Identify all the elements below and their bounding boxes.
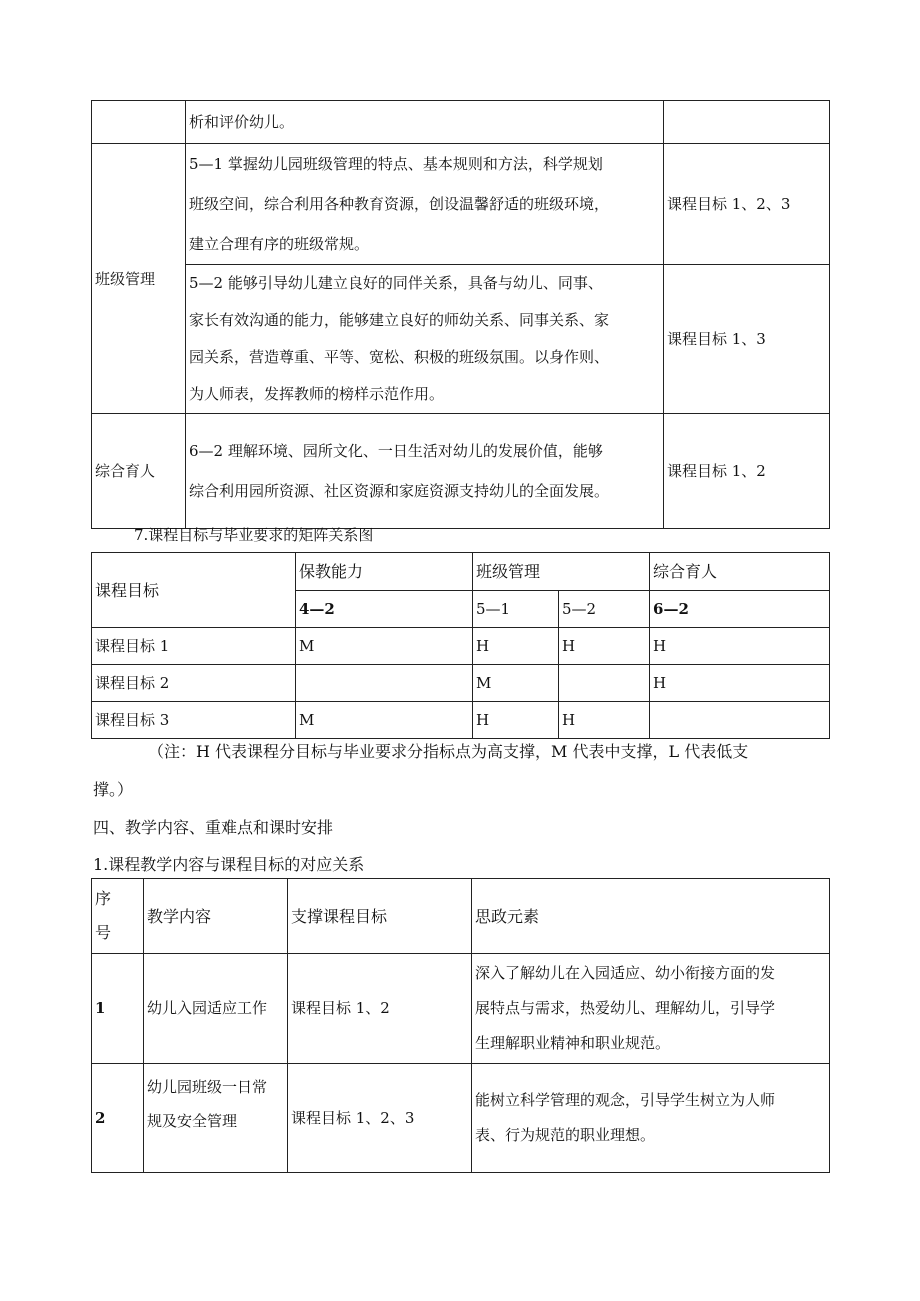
target-cell: 课程目标 1、2 [664, 414, 830, 529]
matrix-cell [650, 702, 830, 739]
matrix-row [92, 665, 830, 702]
note-line-2: 撑。） [93, 780, 134, 799]
section-4-title: 四、教学内容、重难点和课时安排 [93, 818, 334, 837]
header-content: 教学内容 [144, 879, 288, 954]
row-seq: 1 [92, 954, 144, 1064]
group-label-comprehensive: 综合育人 [92, 414, 186, 529]
row-ideology: 深入了解幼儿在入园适应、幼小衔接方面的发 展特点与需求，热爱幼儿、理解幼儿，引导学 生理解职业精神和职业规范。 [472, 954, 830, 1064]
content-table [91, 878, 830, 1173]
matrix-cell [559, 665, 650, 702]
matrix-cell: H [650, 628, 830, 665]
requirements-table [91, 100, 830, 529]
matrix-group-header: 班级管理 [473, 553, 650, 591]
target-cell [664, 101, 830, 144]
matrix-subheader: 5—1 [473, 591, 559, 628]
requirement-text: 5—1 掌握幼儿园班级管理的特点、基本规则和方法，科学规划 班级空间，综合利用各种教育资源，创设温馨舒适的班级环境， 建立合理有序的班级常规。 [186, 144, 664, 265]
row-seq: 2 [92, 1064, 144, 1173]
matrix-cell: H [473, 628, 559, 665]
table-row [92, 1064, 830, 1173]
matrix-group-header: 综合育人 [650, 553, 830, 591]
group-label-class-management: 班级管理 [92, 144, 186, 414]
matrix-cell: H [650, 665, 830, 702]
section-7-title: 7.课程目标与毕业要求的矩阵关系图 [134, 526, 374, 544]
matrix-cell: H [559, 628, 650, 665]
matrix-row-label: 课程目标 3 [92, 702, 296, 739]
matrix-subheader: 4—2 [296, 591, 473, 628]
matrix-row [92, 702, 830, 739]
row-target: 课程目标 1、2 [288, 954, 472, 1064]
matrix-corner: 课程目标 [92, 553, 296, 628]
matrix-cell [296, 665, 473, 702]
matrix-cell: M [296, 702, 473, 739]
note-line-1: （注：H 代表课程分目标与毕业要求分指标点为高支撑，M 代表中支撑，L 代表低支 [148, 742, 749, 761]
row-ideology: 能树立科学管理的观念，引导学生树立为人师 表、行为规范的职业理想。 [472, 1064, 830, 1173]
requirement-text: 6—2 理解环境、园所文化、一日生活对幼儿的发展价值，能够 综合利用园所资源、社区资源和家庭资源支持幼儿的全面发展。 [186, 414, 664, 529]
matrix-group-header: 保教能力 [296, 553, 473, 591]
header-ideology: 思政元素 [472, 879, 830, 954]
row-content: 幼儿入园适应工作 [144, 954, 288, 1064]
target-cell: 课程目标 1、3 [664, 265, 830, 414]
matrix-subheader: 5—2 [559, 591, 650, 628]
matrix-row-label: 课程目标 1 [92, 628, 296, 665]
header-target: 支撑课程目标 [288, 879, 472, 954]
matrix-cell: M [473, 665, 559, 702]
row-content: 幼儿园班级一日常 规及安全管理 [144, 1064, 288, 1173]
matrix-subheader: 6—2 [650, 591, 830, 628]
matrix-table [91, 552, 830, 739]
row-target: 课程目标 1、2、3 [288, 1064, 472, 1173]
matrix-row-label: 课程目标 2 [92, 665, 296, 702]
matrix-row [92, 628, 830, 665]
target-cell: 课程目标 1、2、3 [664, 144, 830, 265]
section-4-1-title: 1.课程教学内容与课程目标的对应关系 [93, 855, 365, 874]
matrix-cell: H [473, 702, 559, 739]
requirement-text: 析和评价幼儿。 [186, 101, 664, 144]
matrix-cell: M [296, 628, 473, 665]
empty-cell [92, 101, 186, 144]
matrix-cell: H [559, 702, 650, 739]
requirement-text: 5—2 能够引导幼儿建立良好的同伴关系，具备与幼儿、同事、 家长有效沟通的能力，能够建立良好的师幼关系、同事关系、家 园关系，营造尊重、平等、宽松、积极的班级氛围。以身作则、 为人师表，发挥教师的榜样示范作用。 [186, 265, 664, 414]
table-row [92, 954, 830, 1064]
header-seq: 序 号 [92, 879, 144, 954]
